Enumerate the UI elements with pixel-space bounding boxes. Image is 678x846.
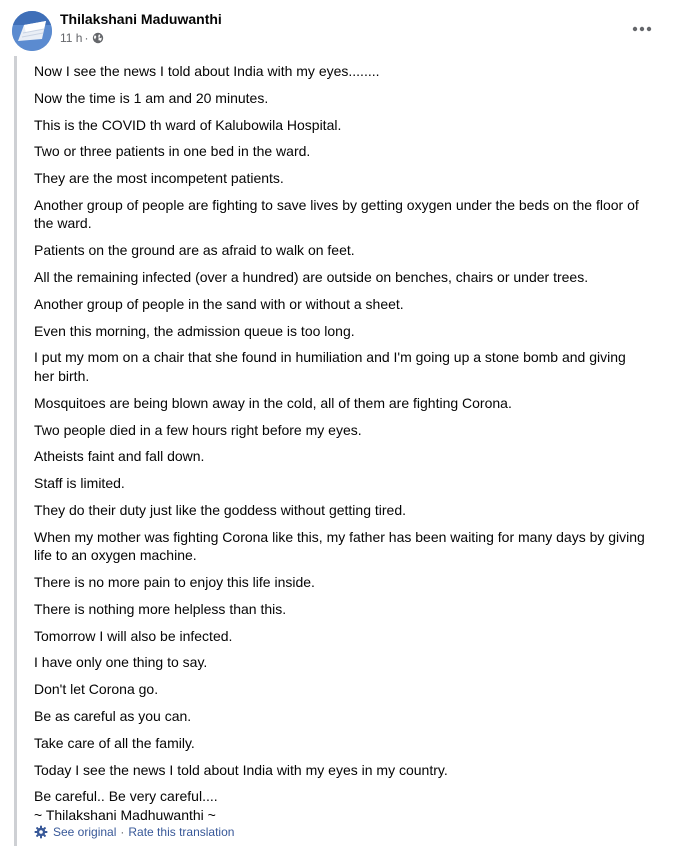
post-text-line: Take care of all the family. [34, 734, 195, 751]
post-body [34, 62, 646, 833]
post-text-line: I put my mom on a chair that she found in humiliation and I'm going up a stone bomb and giving her birth. [34, 349, 626, 384]
post-text-line: All the remaining infected (over a hundred) are outside on benches, chairs or under trees. [34, 269, 589, 286]
post-text-line: Even this morning, the admission queue is too long. [34, 322, 355, 339]
translated-text-block [14, 56, 665, 846]
post-text-line: Today I see the news I told about India with my eyes in my country. [34, 761, 448, 778]
post-text-line: When my mother was fighting Corona like this, my father has been waiting for many days by giving life to an oxygen machine. [34, 528, 645, 564]
post-text-line: Two people died in a few hours right before my eyes. [34, 421, 362, 438]
post-text-line: ~ Thilakshani Madhuwanthi ~ [34, 806, 216, 823]
post-text-line: This is the COVID th ward of Kalubowila Hospital. [34, 116, 342, 133]
post-header [0, 0, 678, 56]
avatar[interactable] [12, 11, 52, 51]
more-options-button[interactable] [626, 14, 658, 42]
globe-icon [92, 32, 104, 44]
meta-separator: · [84, 31, 89, 45]
footer-separator: · [120, 825, 125, 839]
post-text-line: Another group of people in the sand with or without a sheet. [34, 295, 404, 312]
post-text-line: Staff is limited. [34, 475, 125, 492]
post-text-line: Two or three patients in one bed in the ward. [34, 143, 311, 160]
post-text-line: I have only one thing to say. [34, 654, 208, 671]
post-text-line: Now the time is 1 am and 20 minutes. [34, 89, 269, 106]
post-text-line: Mosquitoes are being blown away in the cold, all of them are fighting Corona. [34, 394, 512, 411]
post-text-line: Patients on the ground are as afraid to walk on feet. [34, 242, 355, 259]
post-text-line: Now I see the news I told about India with my eyes........ [34, 63, 380, 79]
see-original-link[interactable]: See original [53, 825, 117, 839]
post-text-line: Be careful.. Be very careful.... [34, 788, 218, 805]
post-text-line: There is nothing more helpless than this. [34, 600, 287, 617]
post-text-line: Another group of people are fighting to save lives by getting oxygen under the beds on the floor of the ward. [34, 196, 639, 232]
post-text-line: They are the most incompetent patients. [34, 170, 284, 187]
post-meta [60, 30, 104, 46]
author-name[interactable]: Thilakshani Maduwanthi [60, 11, 222, 27]
post-text-line: Don't let Corona go. [34, 681, 159, 698]
gear-icon [34, 825, 48, 839]
post-text-line: Atheists faint and fall down. [34, 448, 205, 465]
translation-footer [34, 823, 234, 841]
post-text-line: They do their duty just like the goddess without getting tired. [34, 501, 406, 518]
post-text-line: Be as careful as you can. [34, 708, 192, 725]
post-text-line: There is no more pain to enjoy this life inside. [34, 574, 315, 591]
post-time[interactable]: 11 h [60, 31, 83, 45]
avatar-image [12, 11, 52, 51]
ellipsis-icon [632, 19, 652, 37]
rate-translation-link[interactable]: Rate this translation [128, 825, 235, 839]
post-text-line: Tomorrow I will also be infected. [34, 627, 233, 644]
